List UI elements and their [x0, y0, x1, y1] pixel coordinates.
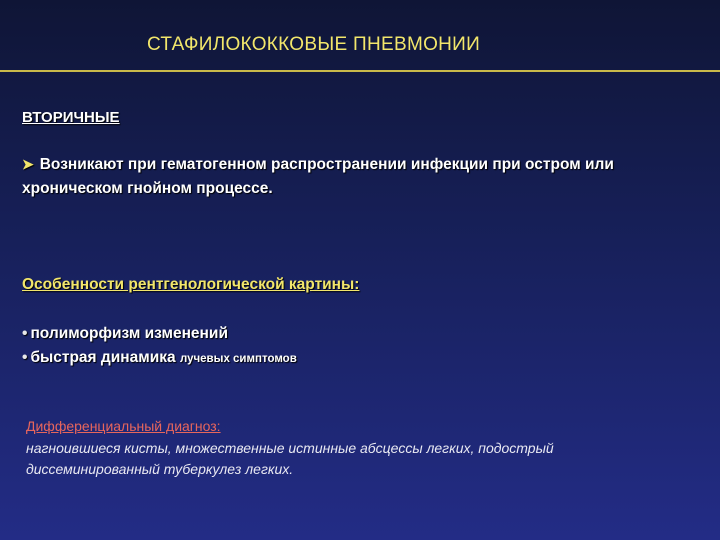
arrow-bullet-icon: ➤ — [22, 156, 34, 172]
description-paragraph — [22, 152, 712, 201]
list-item-suffix: лучевых симптомов — [179, 353, 297, 365]
title-divider — [0, 70, 720, 72]
differential-diagnosis-heading: Дифференциальный диагноз: — [26, 418, 221, 434]
differential-diagnosis-text: нагноившиеся кисты, множественные истинные абсцессы легких, подострый диссеминированный туберкулез легких. — [26, 440, 554, 477]
list-item — [22, 346, 297, 371]
list-item-text: быстрая динамика — [30, 349, 176, 366]
subtitle-secondary: ВТОРИЧНЫЕ — [22, 109, 120, 126]
description-text: Возникают при гематогенном распространении инфекции при остром или хроническом гнойном процессе. — [22, 156, 614, 197]
list-item-text: полиморфизм изменений — [30, 325, 228, 342]
bullet-icon: • — [22, 349, 28, 366]
list-item — [22, 322, 297, 346]
xray-features-heading: Особенности рентгенологической картины: — [22, 276, 360, 293]
slide-title: СТАФИЛОКОККОВЫЕ ПНЕВМОНИИ — [147, 34, 481, 55]
bullet-icon: • — [22, 325, 28, 342]
features-list — [22, 322, 297, 371]
